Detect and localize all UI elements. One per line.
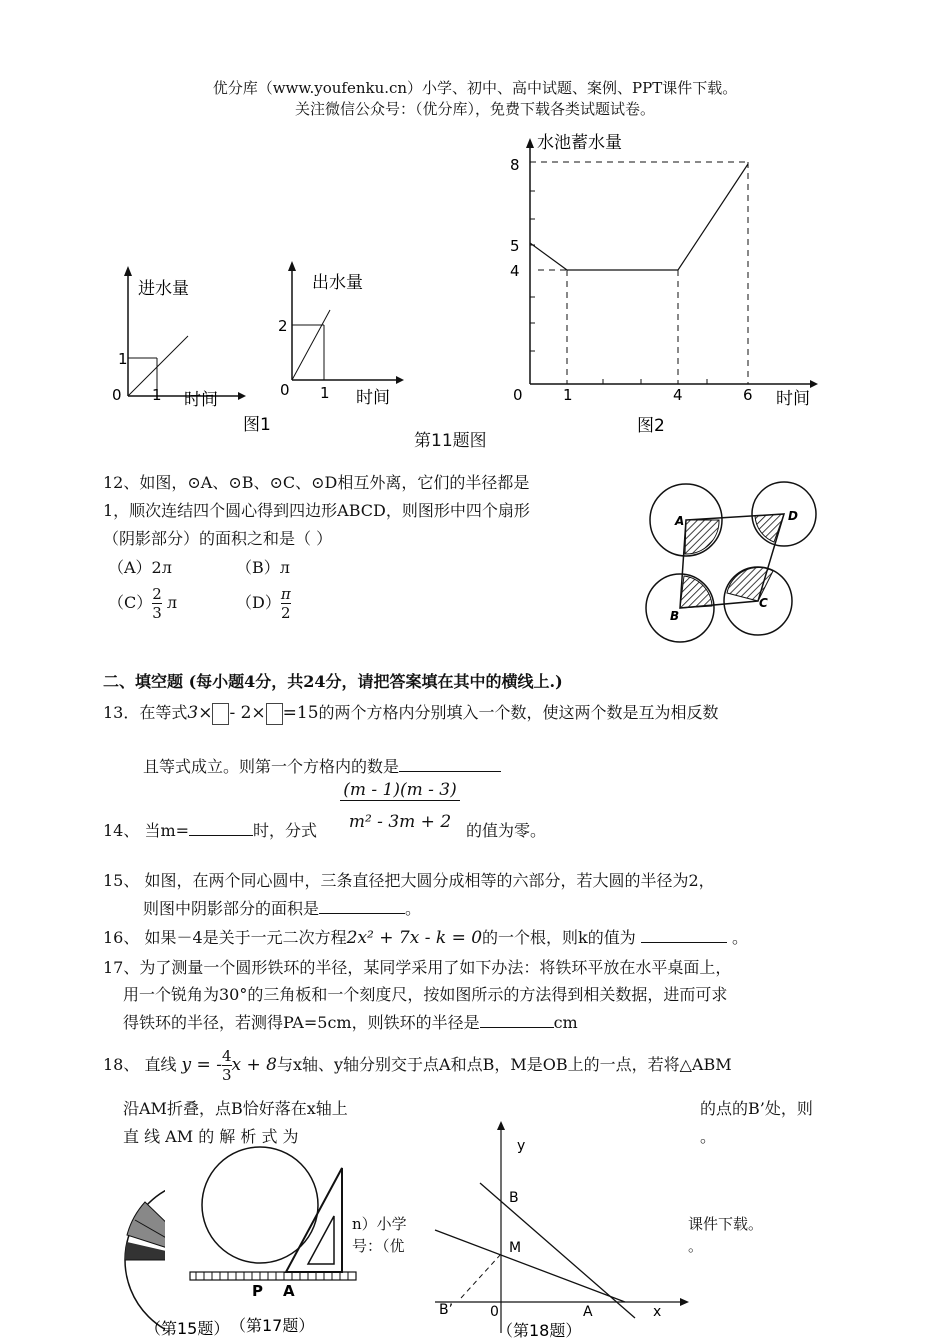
fig1-origin: 0	[112, 386, 122, 404]
q12-option-c: （C） $\frac{2}{3}$ л	[108, 585, 178, 622]
fig2-xtick-4: 4	[673, 386, 683, 404]
fig1-ytick: 1	[118, 350, 128, 368]
fig2-xtick-6: 6	[743, 386, 753, 404]
fig-out-ylabel: 出水量	[312, 273, 363, 293]
q13-box-1	[212, 703, 229, 725]
q12-line-3: （阴影部分）的面积之和是（ ）	[103, 529, 333, 548]
footer-fragment-left-1: n）小学	[352, 1215, 407, 1233]
q18-label-b-prime: B’	[439, 1302, 454, 1318]
fig11-graph-outflow	[268, 255, 418, 415]
q12-line-2: 1，顺次连结四个圆心得到四边形ABCD，则图形中四个扇形	[103, 501, 530, 520]
q12-option-d: （D） $\frac{\pi}{2}$	[236, 585, 291, 622]
q18-line-3b: 。	[700, 1127, 717, 1146]
q14-fraction-denominator: m² - 3m + 2	[348, 812, 452, 832]
q17-label-a: A	[283, 1282, 295, 1300]
q13-line-2: 且等式成立。则第一个方格内的数是	[143, 754, 501, 777]
q17-line-1: 17、为了测量一个圆形铁环的半径，某同学采用了如下办法：将铁环平放在水平桌面上，	[103, 958, 732, 977]
fig2-xtick-1: 1	[563, 386, 573, 404]
fig1-xlabel: 时间	[184, 390, 218, 410]
fig1-xtick: 1	[152, 386, 162, 404]
q12-label-a: A	[675, 514, 685, 528]
fig-out-ytick: 2	[278, 317, 288, 335]
q12-label-c: C	[759, 596, 768, 610]
fig-out-xtick: 1	[320, 384, 330, 402]
footer-fragment-right-2: 。	[688, 1237, 704, 1255]
fig2-xlabel: 时间	[776, 389, 810, 409]
q18-label-m: M	[509, 1240, 522, 1256]
fig11-caption: 第11题图	[414, 431, 487, 451]
q12-option-a: （A）2л	[108, 558, 172, 577]
q18-label-x: x	[653, 1304, 662, 1320]
q17-line-3: 得铁环的半径，若测得PA=5cm，则铁环的半径是 cm	[123, 1013, 578, 1032]
fig1-ylabel: 进水量	[138, 279, 189, 299]
fig2-ytick-4: 4	[510, 262, 520, 280]
fig-out-origin: 0	[280, 381, 290, 399]
q15-line-1: 15、 如图，在两个同心圆中，三条直径把大圆分成相等的六部分，若大圆的半径为2，	[103, 871, 715, 890]
q15-line-2: 则图中阴影部分的面积是 。	[143, 899, 422, 918]
q12-option-b: （B）л	[236, 558, 290, 577]
q15-figure	[115, 1190, 230, 1340]
fig2-origin: 0	[513, 386, 523, 404]
q18-caption: （第18题）	[497, 1321, 582, 1340]
q18-label-b: B	[509, 1190, 519, 1206]
q18-figure	[425, 1118, 695, 1342]
q18-label-a: A	[583, 1304, 593, 1320]
q18-line-3a: 直 线 AM 的 解 析 式 为	[123, 1127, 299, 1146]
fig11-graph-inflow	[100, 260, 271, 440]
q12-label-b: B	[670, 609, 680, 623]
q16-line: 16、 如果－4是关于一元二次方程2x² + 7x - k = 0的一个根，则k的值为 。	[103, 928, 748, 948]
fig1-caption: 图1	[243, 415, 271, 435]
q18-label-y: y	[517, 1138, 526, 1154]
header-line-1: 优分库（www.youfenku.cn）小学、初中、高中试题、案例、PPT课件下载。	[212, 79, 738, 97]
q17-caption: （第17题）	[230, 1316, 315, 1335]
fig2-ytick-5: 5	[510, 237, 520, 255]
fig2-ylabel: 水池蓄水量	[537, 133, 622, 153]
q14-line: 14、 当m= 时，分式	[103, 821, 318, 840]
q13-box-2	[266, 703, 283, 725]
q14-fraction-numerator: (m - 1)(m - 3)	[340, 780, 460, 801]
q12-figure	[640, 478, 830, 638]
fig2-caption: 图2	[637, 416, 665, 436]
fig-out-xlabel: 时间	[356, 388, 390, 408]
q14-suffix: 的值为零。	[466, 821, 547, 840]
q12-label-d: D	[788, 509, 798, 523]
q18-label-o: 0	[490, 1304, 499, 1320]
fig11-graph-storage	[480, 128, 840, 438]
q18-line-1: 18、 直线 y = - $\frac{4}{3}$ x + 8与x轴、y轴分别交于点A和点B，M是OB上的一点，若将△ABM	[103, 1047, 732, 1084]
q17-figure	[182, 1140, 372, 1342]
header-line-2: 关注微信公众号：（优分库），免费下载各类试题试卷。	[294, 100, 655, 118]
footer-fragment-left-2: 号：（优	[352, 1237, 405, 1255]
footer-fragment-right-1: 课件下载。	[688, 1215, 764, 1233]
fig2-ytick-8: 8	[510, 156, 520, 174]
q17-line-2: 用一个锐角为30°的三角板和一个刻度尺，按如图所示的方法得到相关数据，进而可求	[123, 985, 728, 1004]
q18-line-2a: 沿AM折叠，点B恰好落在x轴上	[123, 1099, 348, 1118]
section-2-title: 二、填空题 (每小题4分，共24分，请把答案填在其中的横线上.)	[103, 672, 563, 691]
q15-caption: （第15题）	[145, 1319, 230, 1338]
q17-label-p: P	[252, 1282, 263, 1300]
q13-line-1: 13．在等式3× - 2× =15的两个方格内分别填入一个数，使这两个数是互为相反数	[103, 703, 719, 723]
q18-line-2b: 的点的B’处，则	[700, 1099, 813, 1118]
q12-line-1: 12、如图，⊙A、⊙B、⊙C、⊙D相互外离，它们的半径都是	[103, 473, 530, 492]
